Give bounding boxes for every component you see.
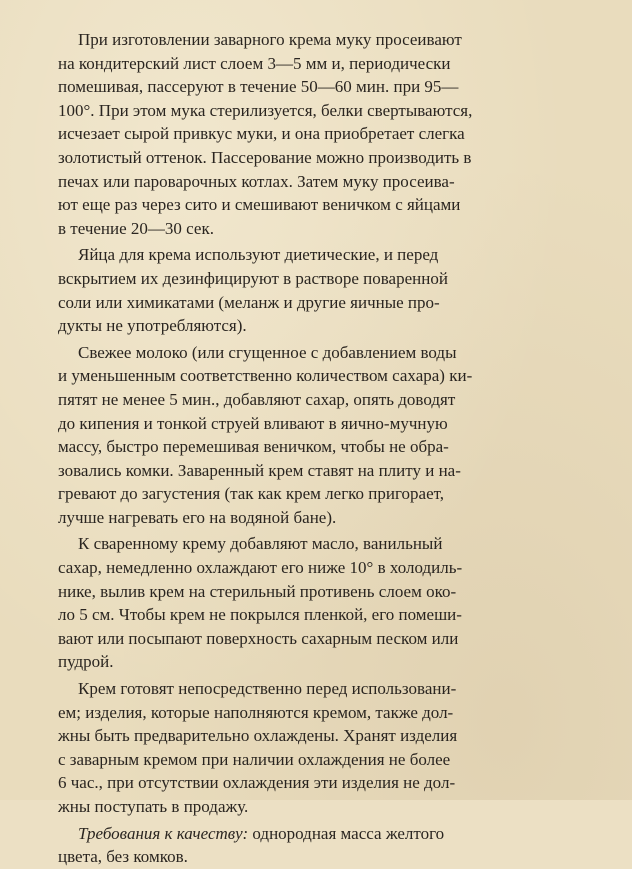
text-line: с заварным кремом при наличии охлаждения не более [58,749,451,769]
text-line: 100°. При этом мука стерилизуется, белки свертываются, [58,100,473,120]
text-line: Яйца для крема используют диетические, и перед [78,245,439,265]
text-line: нике, вылив крем на стерильный противень слоем око- [58,581,457,601]
text-line: массу, быстро перемешивая веничком, чтобы не обра- [58,437,449,457]
text-line: ем; изделия, которые наполняются кремом, также дол- [58,702,454,722]
text-line: жны поступать в продажу. [58,797,249,816]
paragraph-quality [58,822,598,869]
text-line: При изготовлении заварного крема муку просеивают [78,30,462,49]
text-line: лучше нагревать его на водяной бане). [58,507,337,527]
paragraph-eggs [58,243,598,337]
text-line: на кондитерский лист слоем 3—5 мм и, периодически [58,53,451,73]
text-line: гревают до загустения (так как крем легко пригорает, [58,484,445,504]
text-line: ло 5 см. Чтобы крем не покрылся пленкой, его помеши- [58,605,462,625]
text-line: пятят не менее 5 мин., добавляют сахар, опять доводят [58,389,456,409]
text-line: жны быть предварительно охлаждены. Хранят изделия [58,726,458,746]
paragraph-milk [58,341,598,530]
quality-label: Требования к качеству: [78,823,249,843]
text-line: вают или посыпают поверхность сахарным песком или [58,628,459,648]
text-line: вскрытием их дезинфицируют в растворе поваренной [58,268,448,288]
text-line: ют еще раз через сито и смешивают веничком с яйцами [58,195,461,215]
text-line: пудрой. [58,652,114,672]
text-line: цвета, без комков. [58,847,188,867]
text-line: Крем готовят непосредственно перед использовани- [78,679,457,699]
paragraph-flour [58,28,598,240]
text-line [58,822,598,846]
text-line: исчезает сырой привкус муки, и она приобретает слегка [58,124,465,144]
text-line: Свежее молоко (или сгущенное с добавлением воды [78,342,457,362]
text-line: 6 час., при отсутствии охлаждения эти изделия не дол- [58,773,456,793]
paragraph-storage [58,677,598,819]
text-line: дукты не употребляются). [58,316,247,336]
text-line: сахар, немедленно охлаждают его ниже 10° в холодиль- [58,558,463,578]
text-line: зовались комки. Заваренный крем ставят на плиту и на- [58,460,461,480]
paragraph-butter [58,532,598,674]
quality-text: однородная масса желтого [248,823,445,843]
text-line: помешивая, пассеруют в течение 50—60 мин. при 95— [58,77,459,97]
text-line: до кипения и тонкой струей вливают в яично-мучную [58,413,448,433]
text-line: К сваренному крему добавляют масло, ванильный [78,534,443,554]
text-line: золотистый оттенок. Пассерование можно производить в [58,147,472,167]
text-line: и уменьшенным соответственно количеством сахара) ки- [58,366,473,386]
text-line: печах или пароварочных котлах. Затем муку просеива- [58,171,455,191]
text-line: соли или химикатами (меланж и другие яичные про- [58,292,440,312]
text-line: в течение 20—30 сек. [58,218,214,238]
